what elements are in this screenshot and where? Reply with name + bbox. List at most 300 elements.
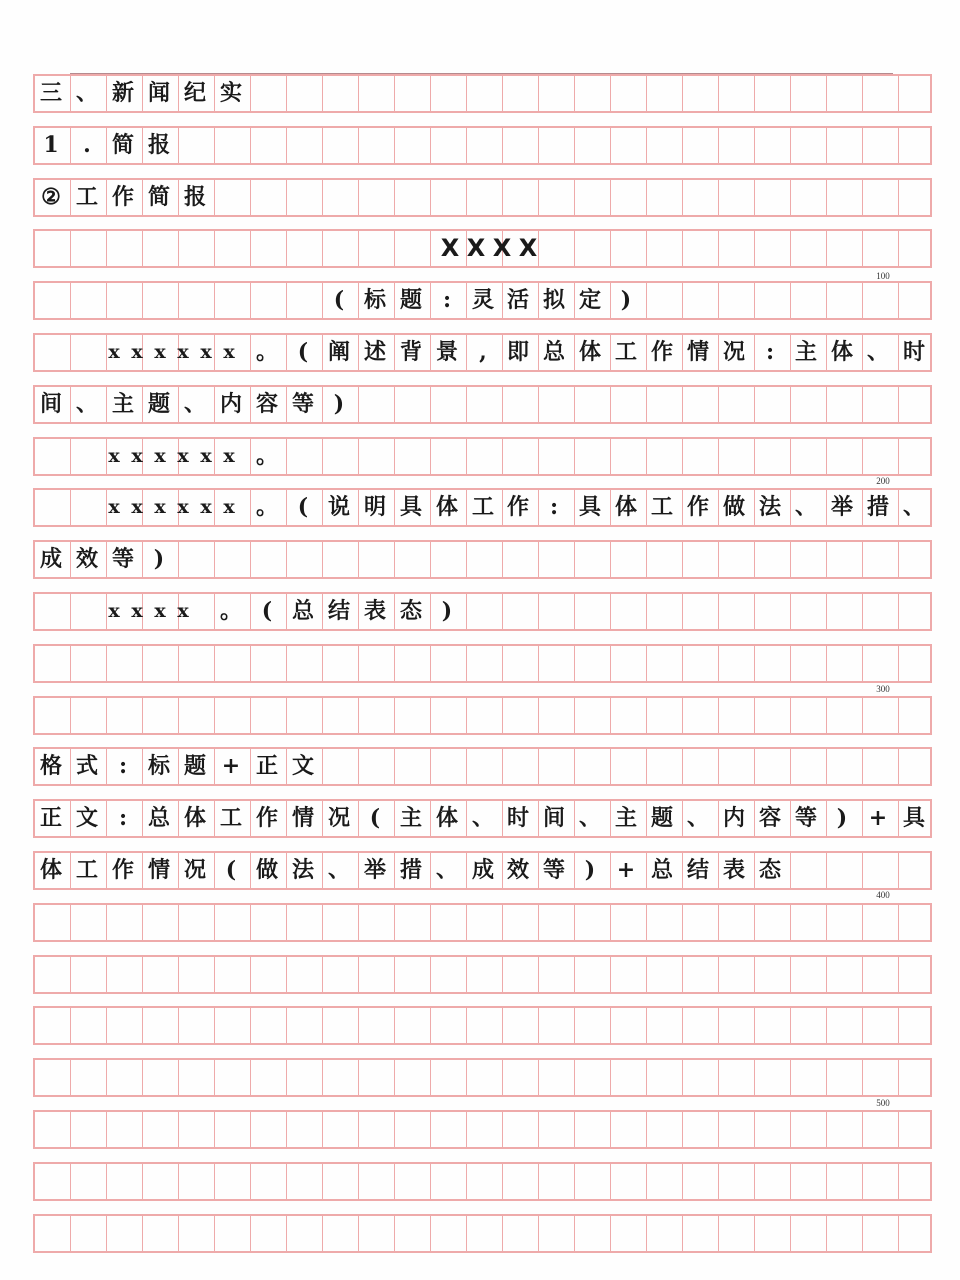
grid-cell xyxy=(107,1164,143,1199)
grid-cell xyxy=(323,542,359,577)
grid-cell xyxy=(539,1112,575,1147)
grid-cell xyxy=(539,1060,575,1095)
grid-cell xyxy=(575,387,611,422)
paragraph-1-line-1-char: x xyxy=(154,341,166,363)
paragraph-4-char: x xyxy=(177,600,189,622)
grid-cell xyxy=(827,1216,863,1251)
body-line-2-char: 做 xyxy=(255,857,278,883)
grid-cell xyxy=(395,542,431,577)
paragraph-1-line-2-char: 、 xyxy=(183,391,206,417)
grid-cell xyxy=(863,1216,899,1251)
grid-cell xyxy=(503,76,539,111)
grid-cell xyxy=(71,283,107,318)
grid-cell xyxy=(539,542,575,577)
body-line-2-char: ( xyxy=(225,857,237,883)
grid-cell xyxy=(647,76,683,111)
grid-cell xyxy=(179,1112,215,1147)
grid-cell xyxy=(467,957,503,992)
grid-cell xyxy=(575,439,611,474)
grid-cell xyxy=(611,1060,647,1095)
grid-cell xyxy=(719,180,755,215)
grid-cell xyxy=(647,1112,683,1147)
grid-cell xyxy=(575,180,611,215)
grid-cell xyxy=(395,1008,431,1043)
body-line-1-char: 况 xyxy=(327,805,350,831)
grid-cell xyxy=(539,1008,575,1043)
grid-cell xyxy=(683,439,719,474)
grid-cell xyxy=(359,905,395,940)
grid-cell xyxy=(791,439,827,474)
title-note-char: 标 xyxy=(363,287,386,313)
grid-cell xyxy=(791,387,827,422)
grid-cell xyxy=(791,1060,827,1095)
grid-cell xyxy=(719,283,755,318)
grid-cell xyxy=(287,957,323,992)
grid-cell xyxy=(719,1164,755,1199)
paragraph-3-line-1-char: ( xyxy=(297,494,309,520)
grid-cell xyxy=(71,1216,107,1251)
grid-cell xyxy=(863,1112,899,1147)
paragraph-1-line-1-char: 阐 xyxy=(327,339,350,365)
paragraph-1-line-2-char: ) xyxy=(333,391,345,417)
grid-cell xyxy=(503,1008,539,1043)
grid-cell xyxy=(251,957,287,992)
grid-cell xyxy=(899,957,935,992)
grid-cell xyxy=(359,180,395,215)
grid-cell xyxy=(791,594,827,629)
grid-cell xyxy=(467,1112,503,1147)
format-line-char: : xyxy=(118,753,128,779)
count-marker: 200 xyxy=(876,476,890,486)
grid-cell xyxy=(719,542,755,577)
grid-cell xyxy=(611,180,647,215)
grid-cell xyxy=(683,905,719,940)
grid-cell xyxy=(683,76,719,111)
grid-cell xyxy=(215,1112,251,1147)
grid-cell xyxy=(71,490,107,525)
paragraph-1-line-2-char: 题 xyxy=(147,391,170,417)
grid-cell xyxy=(431,1164,467,1199)
paragraph-3-line-1-char: 作 xyxy=(506,494,529,520)
body-line-2-char: 态 xyxy=(758,857,781,883)
grid-cell xyxy=(755,1112,791,1147)
grid-cell xyxy=(863,698,899,733)
grid-cell xyxy=(611,387,647,422)
grid-cell xyxy=(683,594,719,629)
grid-cell xyxy=(467,76,503,111)
grid-row xyxy=(33,1006,932,1045)
paragraph-3-line-1-char: 体 xyxy=(614,494,637,520)
grid-cell xyxy=(575,749,611,784)
body-line-2-char: 工 xyxy=(75,857,98,883)
grid-cell xyxy=(431,542,467,577)
grid-cell xyxy=(611,646,647,681)
grid-cell xyxy=(863,439,899,474)
grid-cell xyxy=(71,594,107,629)
grid-cell xyxy=(647,128,683,163)
grid-cell xyxy=(323,957,359,992)
title-note-char: ( xyxy=(333,287,345,313)
grid-cell xyxy=(71,698,107,733)
title-note-char: : xyxy=(442,287,452,313)
paragraph-1-line-1-char: x xyxy=(200,341,212,363)
grid-cell xyxy=(503,128,539,163)
grid-cell xyxy=(755,1216,791,1251)
grid-cell xyxy=(827,387,863,422)
body-line-1-char: 工 xyxy=(219,805,242,831)
grid-cell xyxy=(683,1216,719,1251)
paragraph-3-line-1-char: 法 xyxy=(758,494,781,520)
grid-cell xyxy=(575,1112,611,1147)
grid-cell xyxy=(827,853,863,888)
grid-cell xyxy=(323,1112,359,1147)
grid-cell xyxy=(503,387,539,422)
paragraph-3-line-1-char: 作 xyxy=(686,494,709,520)
grid-cell xyxy=(395,1164,431,1199)
grid-cell xyxy=(827,1164,863,1199)
subheading-char: 1 xyxy=(43,132,59,158)
template-title-char: X xyxy=(492,234,512,262)
body-line-2-char: 结 xyxy=(686,857,709,883)
grid-cell xyxy=(719,128,755,163)
grid-cell xyxy=(287,1216,323,1251)
body-line-1-char: 总 xyxy=(147,805,170,831)
grid-cell xyxy=(755,698,791,733)
grid-cell xyxy=(179,542,215,577)
grid-cell xyxy=(539,1216,575,1251)
body-line-1-char: 文 xyxy=(75,805,98,831)
grid-cell xyxy=(683,231,719,266)
paragraph-1-line-2-char: 主 xyxy=(111,391,134,417)
grid-cell xyxy=(179,1164,215,1199)
grid-cell xyxy=(539,180,575,215)
paragraph-3-line-1-char: 明 xyxy=(363,494,386,520)
grid-cell xyxy=(899,128,935,163)
grid-row xyxy=(33,1110,932,1149)
grid-cell xyxy=(359,387,395,422)
body-line-1-char: 体 xyxy=(183,805,206,831)
title-note-char: 定 xyxy=(578,287,601,313)
grid-cell xyxy=(611,439,647,474)
grid-cell xyxy=(755,646,791,681)
body-line-1-char: 作 xyxy=(255,805,278,831)
grid-cell xyxy=(179,1216,215,1251)
grid-cell xyxy=(359,1164,395,1199)
grid-cell xyxy=(107,283,143,318)
subheading-char: . xyxy=(83,132,91,158)
grid-cell xyxy=(287,1164,323,1199)
subheading-char: 报 xyxy=(147,132,170,158)
paragraph-1-line-1-char: 工 xyxy=(614,339,637,365)
grid-cell xyxy=(539,439,575,474)
grid-cell xyxy=(719,905,755,940)
grid-cell xyxy=(539,387,575,422)
grid-cell xyxy=(395,1060,431,1095)
grid-cell xyxy=(611,749,647,784)
grid-cell xyxy=(395,905,431,940)
grid-cell xyxy=(323,749,359,784)
grid-cell xyxy=(431,1008,467,1043)
grid-cell xyxy=(215,698,251,733)
grid-cell xyxy=(899,853,935,888)
grid-cell xyxy=(899,646,935,681)
grid-cell xyxy=(755,905,791,940)
grid-cell xyxy=(287,128,323,163)
body-line-2-char: 况 xyxy=(183,857,206,883)
grid-cell xyxy=(863,387,899,422)
subheading-char: 简 xyxy=(111,132,134,158)
body-line-2-char: 效 xyxy=(506,857,529,883)
grid-cell xyxy=(863,1008,899,1043)
grid-cell xyxy=(431,128,467,163)
body-line-1-char: 、 xyxy=(471,805,494,831)
grid-cell xyxy=(251,1060,287,1095)
grid-cell xyxy=(719,1008,755,1043)
grid-cell xyxy=(683,1060,719,1095)
grid-cell xyxy=(827,542,863,577)
grid-cell xyxy=(179,128,215,163)
paragraph-3-line-1-char: 工 xyxy=(650,494,673,520)
grid-cell xyxy=(791,957,827,992)
body-line-2-char: 、 xyxy=(435,857,458,883)
paragraph-3-line-1-char: 做 xyxy=(722,494,745,520)
sub-subheading-char: 报 xyxy=(183,184,206,210)
grid-cell xyxy=(503,439,539,474)
paragraph-4-char: x xyxy=(108,600,120,622)
grid-cell xyxy=(251,1112,287,1147)
grid-cell xyxy=(575,76,611,111)
grid-cell xyxy=(143,905,179,940)
grid-cell xyxy=(575,1164,611,1199)
paragraph-3-line-1-char: 说 xyxy=(327,494,350,520)
grid-cell xyxy=(611,231,647,266)
grid-cell xyxy=(467,749,503,784)
grid-cell xyxy=(611,128,647,163)
body-line-2-char: 成 xyxy=(471,857,494,883)
grid-cell xyxy=(863,76,899,111)
grid-cell xyxy=(791,180,827,215)
grid-cell xyxy=(251,76,287,111)
grid-cell xyxy=(287,180,323,215)
grid-cell xyxy=(35,698,71,733)
grid-cell xyxy=(647,283,683,318)
grid-cell xyxy=(683,957,719,992)
body-line-1-char: 主 xyxy=(614,805,637,831)
grid-cell xyxy=(611,1112,647,1147)
grid-cell xyxy=(683,646,719,681)
body-line-2-char: ) xyxy=(584,857,596,883)
grid-cell xyxy=(251,542,287,577)
grid-cell xyxy=(611,76,647,111)
grid-cell xyxy=(179,957,215,992)
format-line-char: 标 xyxy=(147,753,170,779)
grid-cell xyxy=(107,1008,143,1043)
title-note-char: 拟 xyxy=(542,287,565,313)
paragraph-1-line-1-char: : xyxy=(765,339,775,365)
grid-cell xyxy=(71,1060,107,1095)
grid-cell xyxy=(791,905,827,940)
paragraph-1-line-1-char: 、 xyxy=(866,339,889,365)
body-line-2-char: 情 xyxy=(147,857,170,883)
grid-cell xyxy=(143,646,179,681)
grid-cell xyxy=(827,1060,863,1095)
grid-cell xyxy=(431,180,467,215)
grid-cell xyxy=(287,1112,323,1147)
paragraph-1-line-1-char: x xyxy=(223,341,235,363)
paragraph-1-line-1-char: 况 xyxy=(722,339,745,365)
grid-cell xyxy=(755,283,791,318)
grid-cell xyxy=(647,749,683,784)
grid-cell xyxy=(35,1216,71,1251)
grid-cell xyxy=(251,180,287,215)
grid-cell xyxy=(395,698,431,733)
grid-cell xyxy=(467,698,503,733)
grid-cell xyxy=(35,1112,71,1147)
grid-cell xyxy=(107,957,143,992)
grid-cell xyxy=(467,128,503,163)
paragraph-1-line-2-char: 内 xyxy=(219,391,242,417)
grid-cell xyxy=(179,1060,215,1095)
body-line-2-char: 举 xyxy=(363,857,386,883)
body-line-1-char: 等 xyxy=(794,805,817,831)
paragraph-1-line-1-char: , xyxy=(479,339,487,365)
grid-cell xyxy=(359,128,395,163)
grid-cell xyxy=(539,231,575,266)
grid-cell xyxy=(827,749,863,784)
body-line-1-char: 、 xyxy=(686,805,709,831)
grid-cell xyxy=(395,646,431,681)
grid-cell xyxy=(359,749,395,784)
grid-cell xyxy=(323,76,359,111)
grid-cell xyxy=(35,905,71,940)
paragraph-3-line-1-char: x xyxy=(154,496,166,518)
grid-cell xyxy=(683,180,719,215)
paragraph-1-line-2-char: 容 xyxy=(255,391,278,417)
paragraph-4-char: 态 xyxy=(399,598,422,624)
paragraph-1-line-1-char: 体 xyxy=(578,339,601,365)
grid-cell xyxy=(179,698,215,733)
title-note-char: 灵 xyxy=(471,287,494,313)
paragraph-1-line-1-char: 时 xyxy=(902,339,925,365)
grid-cell xyxy=(899,1216,935,1251)
grid-cell xyxy=(719,749,755,784)
grid-cell xyxy=(431,1112,467,1147)
paragraph-2-char: x xyxy=(200,445,212,467)
grid-cell xyxy=(755,1060,791,1095)
grid-cell xyxy=(215,1008,251,1043)
grid-cell xyxy=(215,1216,251,1251)
grid-cell xyxy=(647,1216,683,1251)
grid-cell xyxy=(107,1060,143,1095)
grid-cell xyxy=(611,1216,647,1251)
grid-cell xyxy=(35,231,71,266)
grid-cell xyxy=(395,128,431,163)
grid-cell xyxy=(827,646,863,681)
grid-cell xyxy=(359,1060,395,1095)
grid-cell xyxy=(287,542,323,577)
grid-cell xyxy=(395,180,431,215)
grid-cell xyxy=(755,76,791,111)
grid-cell xyxy=(179,1008,215,1043)
grid-cell xyxy=(395,76,431,111)
grid-cell xyxy=(215,646,251,681)
grid-cell xyxy=(215,905,251,940)
grid-cell xyxy=(323,439,359,474)
grid-cell xyxy=(863,128,899,163)
grid-cell xyxy=(611,542,647,577)
grid-cell xyxy=(143,231,179,266)
grid-cell xyxy=(359,698,395,733)
grid-cell xyxy=(467,646,503,681)
grid-cell xyxy=(215,957,251,992)
paragraph-3-line-1-char: 措 xyxy=(866,494,889,520)
grid-cell xyxy=(827,128,863,163)
title-note-char: 题 xyxy=(399,287,422,313)
grid-cell xyxy=(791,128,827,163)
grid-cell xyxy=(575,542,611,577)
grid-cell xyxy=(323,1216,359,1251)
grid-cell xyxy=(287,283,323,318)
count-marker: 100 xyxy=(876,271,890,281)
paragraph-3-line-1-char: x xyxy=(200,496,212,518)
grid-cell xyxy=(503,646,539,681)
paragraph-1-line-1-char: 。 xyxy=(255,339,278,365)
grid-cell xyxy=(35,439,71,474)
grid-cell xyxy=(647,957,683,992)
grid-cell xyxy=(503,749,539,784)
grid-cell xyxy=(539,905,575,940)
grid-cell xyxy=(827,957,863,992)
grid-cell xyxy=(503,180,539,215)
grid-row xyxy=(33,1058,932,1097)
paragraph-3-line-2-char: ) xyxy=(153,546,165,572)
body-line-1-char: : xyxy=(118,805,128,831)
grid-cell xyxy=(683,283,719,318)
grid-cell xyxy=(611,905,647,940)
count-marker: 300 xyxy=(876,684,890,694)
grid-cell xyxy=(827,594,863,629)
grid-cell xyxy=(863,542,899,577)
grid-cell xyxy=(899,594,935,629)
body-line-2-char: 表 xyxy=(722,857,745,883)
grid-cell xyxy=(611,1008,647,1043)
paragraph-4-char: 总 xyxy=(291,598,314,624)
format-line-char: + xyxy=(221,753,241,779)
grid-cell xyxy=(575,231,611,266)
grid-cell xyxy=(215,1164,251,1199)
grid-cell xyxy=(323,1060,359,1095)
section-heading-char: 新 xyxy=(111,80,134,106)
paragraph-1-line-1-char: 情 xyxy=(686,339,709,365)
grid-cell xyxy=(683,749,719,784)
grid-cell xyxy=(143,957,179,992)
grid-cell xyxy=(719,76,755,111)
grid-cell xyxy=(215,283,251,318)
grid-cell xyxy=(431,387,467,422)
section-heading-char: 实 xyxy=(219,80,242,106)
template-title-char: X xyxy=(518,234,538,262)
grid-cell xyxy=(863,283,899,318)
grid-cell xyxy=(323,1008,359,1043)
grid-row xyxy=(33,955,932,994)
grid-cell xyxy=(791,749,827,784)
body-line-1-char: 、 xyxy=(578,805,601,831)
grid-cell xyxy=(791,1216,827,1251)
paragraph-2-char: x xyxy=(177,445,189,467)
grid-cell xyxy=(395,387,431,422)
grid-cell xyxy=(539,128,575,163)
paragraph-4-char: ) xyxy=(441,598,453,624)
